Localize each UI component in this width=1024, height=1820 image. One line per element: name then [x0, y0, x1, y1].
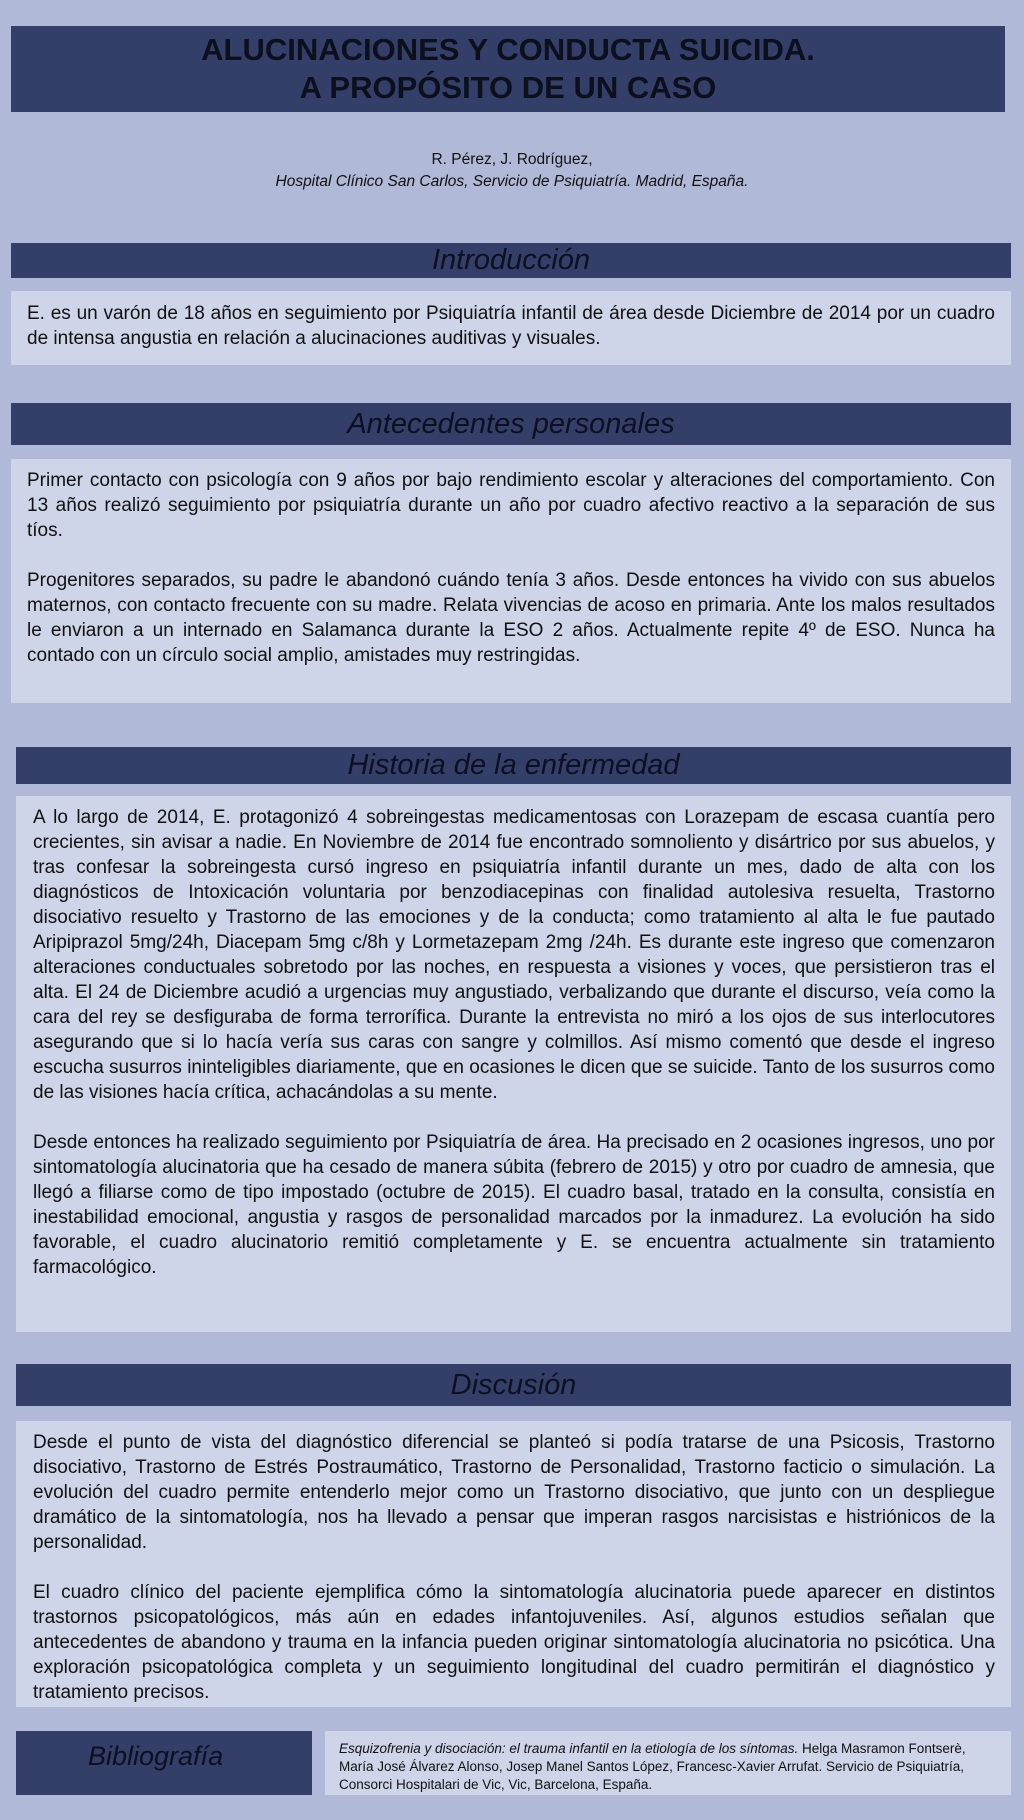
poster-title: [11, 26, 1005, 112]
introduccion-paragraph: E. es un varón de 18 años en seguimiento por Psiquiatría infantil de área desde Diciembre de 2014 por un cuadro de intensa angustia en relación a alucinaciones auditivas y visuales.: [27, 303, 995, 349]
historia-heading: Historia de la enfermedad: [16, 747, 1011, 784]
discusion-heading: Discusión: [16, 1364, 1011, 1406]
antecedentes-body: [11, 459, 1011, 703]
historia-paragraph: Desde entonces ha realizado seguimiento por Psiquiatría de área. Ha precisado en 2 ocasiones ingresos, uno por sintomatología alucinatoria que ha cesado de manera súbita (febrero de 2015) y otro por cuadro de amnesia, que llegó a filiarse como de tipo impostado (octubre de 2015). El cuadro basal, tratado en la consulta, consistía en inestabilidad emocional, angustia y rasgos de personalidad marcados por la inmadurez. La evolución ha sido favorable, el cuadro alucinatorio remitió completamente y E. se encuentra actualmente sin tratamiento farmacológico.: [33, 1132, 995, 1278]
introduccion-body: [11, 291, 1011, 365]
discusion-body: [16, 1421, 1011, 1707]
historia-body: [16, 796, 1011, 1332]
poster-title-line-2: A PROPÓSITO DE UN CASO: [299, 70, 717, 105]
authors-block: [0, 149, 1024, 193]
discusion-paragraph: El cuadro clínico del paciente ejemplifica cómo la sintomatología alucinatoria puede aparecer en distintos trastornos psicopatológicos, más aún en edades infantojuveniles. Así, algunos estudios señalan que antecedentes de abandono y trauma en la infancia pueden originar sintomatología alucinatoria no psicótica. Una exploración psicopatológica completa y un seguimiento longitudinal del cuadro permitirán el diagnóstico y tratamiento precisos.: [33, 1582, 995, 1703]
poster-title-line-1: ALUCINACIONES Y CONDUCTA SUICIDA.: [201, 32, 815, 67]
discusion-paragraph: Desde el punto de vista del diagnóstico diferencial se planteó si podía tratarse de una Psicosis, Trastorno disociativo, Trastorno de Estrés Postraumático, Trastorno de Personalidad, Trastorno facticio o simulación. La evolución del cuadro permite entenderlo mejor como un Trastorno disociativo, que junto con un despliegue dramático de la sintomatología, nos ha llevado a pensar que imperan rasgos narcisistas e histriónicos de la personalidad.: [33, 1432, 995, 1553]
author-affiliation: Hospital Clínico San Carlos, Servicio de Psiquiatría. Madrid, España.: [275, 173, 749, 190]
bibliografia-ref-details: Helga Masramon Fontserè, María José Álvarez Alonso, Josep Manel Santos López, Francesc-Xavier Arrufat. Servicio de Psiquiatría, Consorci Hospitalari de Vic, Vic, Barcelona, España.: [339, 1741, 966, 1792]
antecedentes-paragraph: Primer contacto con psicología con 9 años por bajo rendimiento escolar y alteraciones del comportamiento. Con 13 años realizó seguimiento por psiquiatría durante un año por cuadro afectivo reactivo a la separación de sus tíos.: [27, 470, 995, 541]
bibliografia-ref-title: Esquizofrenia y disociación: el trauma infantil en la etiología de los síntomas.: [339, 1741, 799, 1756]
author-names: R. Pérez, J. Rodríguez,: [431, 151, 593, 168]
introduccion-heading: Introducción: [11, 243, 1011, 278]
antecedentes-paragraph: Progenitores separados, su padre le abandonó cuándo tenía 3 años. Desde entonces ha vivido con sus abuelos maternos, con contacto frecuente con su madre. Relata vivencias de acoso en primaria. Ante los malos resultados le enviaron a un internado en Salamanca durante la ESO 2 años. Actualmente repite 4º de ESO. Nunca ha contado con un círculo social amplio, amistades muy restringidas.: [27, 570, 995, 666]
antecedentes-heading: Antecedentes personales: [11, 403, 1011, 445]
historia-paragraph: A lo largo de 2014, E. protagonizó 4 sobreingestas medicamentosas con Lorazepam de escasa cuantía pero crecientes, sin avisar a nadie. En Noviembre de 2014 fue encontrado somnoliento y disártrico por sus abuelos, y tras confesar la sobreingesta cursó ingreso en psiquiatría infantil durante un mes, dado de alta con los diagnósticos de Intoxicación voluntaria por benzodiacepinas con finalidad autolesiva resuelta, Trastorno disociativo resuelto y Trastorno de las emociones y de la conducta; como tratamiento al alta le fue pautado Aripiprazol 5mg/24h, Diacepam 5mg c/8h y Lormetazepam 2mg /24h. Es durante este ingreso que comenzaron alteraciones conductuales sobretodo por las noches, en respuesta a visiones y voces, que persistieron tras el alta. El 24 de Diciembre acudió a urgencias muy angustiado, verbalizando que durante el discurso, veía como la cara del rey se desfiguraba de forma terrorífica. Durante la entrevista no miró a los ojos de sus interlocutores asegurando que si lo hacía vería sus caras con sangre y colmillos. Así mismo comentó que desde el ingreso escucha susurros ininteligibles diariamente, que en ocasiones le dicen que se suicide. Tanto de los susurros como de las visiones hacía crítica, achacándolas a su mente.: [33, 807, 995, 1103]
bibliografia-reference: [325, 1731, 1011, 1795]
bibliografia-heading: Bibliografía: [16, 1731, 312, 1795]
